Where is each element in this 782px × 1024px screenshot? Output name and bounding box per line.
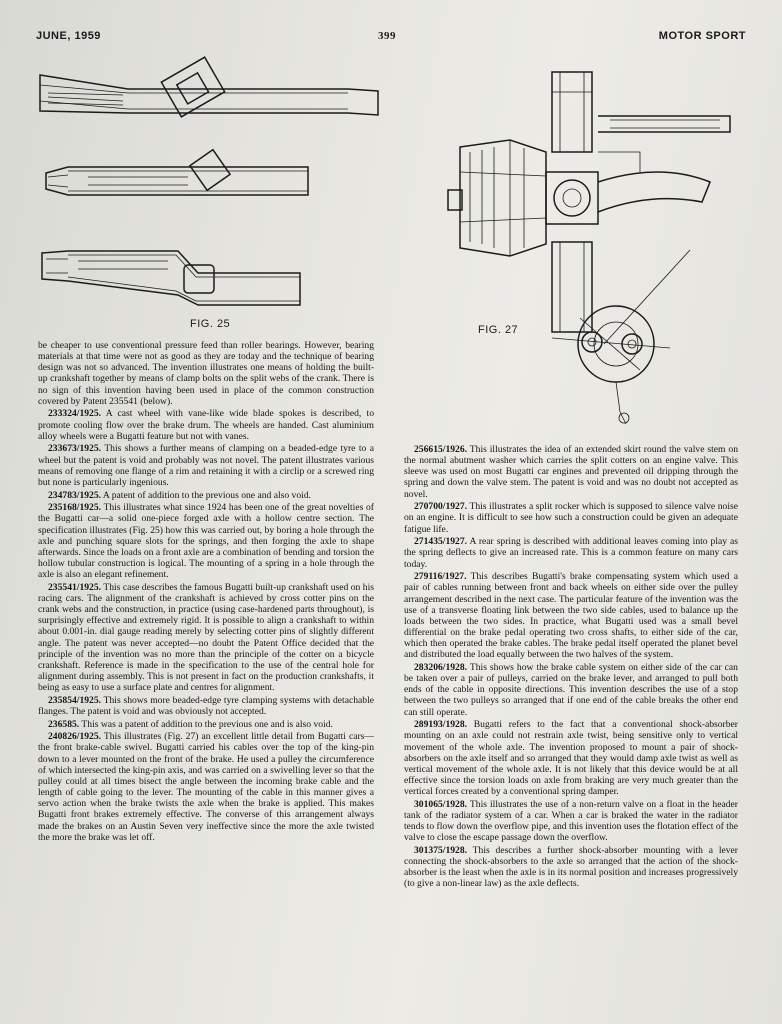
- magazine-title: MOTOR SPORT: [658, 30, 746, 42]
- patent-entry: [404, 571, 738, 660]
- patent-entry: [404, 845, 738, 890]
- patent-description: This shows more beaded-edge tyre clamping systems with detachable flanges. The patent is void and was obviously not accepted.: [38, 694, 374, 717]
- patent-description: This shows a further means of clamping on a beaded-edge tyre to a wheel but the patent is void and probably was not novel. The patent illustrates various means of removing one flange of a rim and retaining it with a circlip or a screwed ring but none is particularly ingenious.: [38, 443, 374, 488]
- patent-number: 301065/1928.: [414, 798, 468, 810]
- patent-entry: [38, 719, 374, 730]
- patent-number: 270700/1927.: [414, 501, 468, 513]
- patent-number: 283206/1928.: [414, 661, 468, 673]
- patent-description: This describes a further shock-absorber mounting with a lever connecting the shock-absorbers to the axle so arranged that the action of the shock-absorber is the least when the axle is in its normal position and increases progressively (to give a non-linear law) as the axle deflects.: [404, 844, 738, 890]
- brake-cable: [604, 250, 690, 344]
- patent-description: This case describes the famous Bugatti built-up crankshaft used on his racing cars. The alignment of the crankshaft is achieved by cross cotter pins on the crank webs and the construction, in practice (using case-hardened parts throughout), is surprisingly effective and extremely rigid. It is possible to align a crankshaft to within about 0.001-in. dial gauge reading merely by selecting cotter pins of slightly different angle. The patent was never accepted—no doubt the Patent Office decided that the principle of the invention was no more than the principle of the cotter on a bicycle crankshaft. Reference is made in the specification to the use of the central hole for alignment during assembly. This is not present in fact on the production crankshafts, it being as easy to use a surface plate and centres for alignment.: [38, 581, 374, 694]
- patent-number: 233673/1925.: [48, 443, 102, 455]
- patent-entry: [404, 662, 738, 718]
- patent-description: Bugatti refers to the fact that a conventional shock-absorber mounting on an axle could not restrain axle twist, being sensitive only to vertical movement of the whole axle. The invention proposed to mount a pair of shock-absorbers on the axle itself and so arranged that they would damp axle twist as well as vertical movement of the whole axle. It is not likely that this device would be at all effective since the torsion loads on axle from braking are very much greater than the vertical forces created by a conventional spring damper.: [404, 719, 738, 798]
- patent-number: 235168/1925.: [48, 502, 102, 514]
- patent-number: 271435/1927.: [414, 536, 468, 548]
- fig27-brake-swivel-drawing: [440, 52, 760, 442]
- patent-number: 233324/1925.: [48, 408, 102, 420]
- brake-lever-arm: [598, 116, 730, 212]
- patent-entry: [404, 444, 738, 500]
- patent-entry: [38, 490, 374, 501]
- patent-entry: [404, 536, 738, 569]
- patent-description: This illustrates the idea of an extended skirt round the valve stem on the normal abutment washer which carries the split cotters on an engine valve. This sleeve was used on most Bugatti car engines and prevented oil dripping through the spring and down the valve stem. The patent is void and was no doubt not accepted as novel.: [404, 444, 738, 500]
- patent-number: 301375/1928.: [414, 844, 468, 856]
- patent-description: A cast wheel with vane-like wide blade spokes is described, to promote cooling flow over the brake drum. The wheels are handed. Cast aluminium alloy wheels were a Bugatti feature but not with vanes.: [38, 408, 375, 442]
- patent-description: This illustrates a split rocker which is supposed to silence valve noise on an engine. It is difficult to see how such a construction could be given an adequate fatigue life.: [404, 501, 738, 535]
- fig25-label: FIG. 25: [190, 318, 231, 330]
- patent-number: 256615/1926.: [414, 444, 468, 455]
- cable-pulley: [552, 306, 670, 424]
- patent-entry: [38, 695, 374, 717]
- patent-number: 236585.: [48, 718, 80, 730]
- patent-entry: [38, 443, 374, 488]
- patent-entry: [38, 731, 374, 843]
- patent-description: This shows how the brake cable system on either side of the car can be taken over a pair of pulleys, carried on the brake lever, and arranged to pull both ends of the cable in opposite directions. This invention describes the use of a stop between the two pulleys so arranged that if one end of the cable breaks the other end can still operate.: [404, 661, 738, 718]
- patent-description: This illustrates (Fig. 27) an excellent little detail from Bugatti cars—the front brake-cable swivel. Bugatti carried his cables over the top of the king-pin down to a lever mounted on the front of the brake. He used a pulley the circumference of which intersected the king-pin axis, and was carried on a swivelling lever so that the pulley could at all times bisect the angle between the incoming brake cable and the length of cable going to the lever. The mounting of the cable in this manner gives a servo action when the brake twists the axle when the brake is applied. This makes Bugatti front brakes extremely effective. The converse of this arrangement always made the brakes on an Austin Seven very ineffective since the more the axle twisted the more the brake was let off.: [38, 731, 374, 843]
- patent-description: A rear spring is described with additional leaves coming into play as the spring deflects to give an increased rate. This is a common feature on many cars today.: [404, 536, 739, 570]
- continued-paragraph: be cheaper to use conventional pressure feed than roller bearings. However, bearing materials at that time were not as good as they are today and the technique of bearing design was not so advanced. The invention illustrates one means of holding the built-up crankshaft together by means of clamp bolts on the split webs of the crank. There is no sign of this invention having been used in place of the common construction covered by Patent 235541 (below).: [38, 340, 374, 407]
- patent-number: 240826/1925.: [48, 731, 102, 743]
- axle-view-middle: [46, 150, 308, 195]
- patent-entry: [404, 501, 738, 534]
- right-text-column: [404, 444, 738, 891]
- brake-hub: [448, 140, 546, 256]
- patent-description: This was a patent of addition to the previous one and is also void.: [81, 718, 333, 730]
- patent-number: 235854/1925.: [48, 694, 102, 706]
- issue-date: JUNE, 1959: [36, 30, 101, 42]
- patent-description: This illustrates what since 1924 has been one of the great novelties of the Bugatti car—a solid one-piece forged axle with a hollow centre section. The specification illustrates (Fig. 25) how this was carried out, by boring a hole through the axle and punching square slots for the springs, and then forging the axle to shape afterwards. Since the loads on a front axle are a combination of bending and torsion the hollow tubular construction is logical. The mounting of a spring in a hole through the axle is also an elegant refinement.: [38, 502, 374, 581]
- axle-view-bottom: [42, 251, 300, 305]
- axle-view-top: [40, 57, 378, 117]
- page-number: 399: [378, 30, 396, 42]
- patent-number: 279116/1927.: [414, 571, 467, 583]
- king-pin-housing: [546, 72, 598, 332]
- left-text-column: [38, 340, 374, 844]
- patent-number: 235541/1925.: [48, 581, 102, 593]
- patent-entry: [404, 719, 738, 797]
- patent-entry: [38, 502, 374, 580]
- patent-entry: [38, 582, 374, 694]
- patent-number: 234783/1925.: [48, 489, 102, 501]
- patent-description: This describes Bugatti's brake compensating system which used a pair of cables running between front and back wheels on either side over the pulley arrangement described in the next case. The particular feature of the invention was the use of a transverse floating link between the two side cables, used to balance up the loads between the two sides. In practice, what Bugatti used was a small bevel differential on the brake pedal operating two cross shafts, to either side of the car, which then operated the brake cables. The brake pedal itself operated the planet bevel and distributed the load equally between the two halves of the system.: [404, 571, 738, 661]
- fig25-axle-drawing: [28, 55, 388, 315]
- patent-description: A patent of addition to the previous one and also void.: [102, 489, 312, 501]
- fig27-label: FIG. 27: [478, 324, 519, 336]
- patent-description: This illustrates the use of a non-return valve on a float in the header tank of the radiator system of a car. When a car is braked the water in the radiator tends to flow down the overflow pipe, and this invention uses the flotation effect of the valve to close the escape passage down the overflow.: [404, 798, 738, 844]
- patent-entry: [404, 799, 738, 844]
- patent-entry: [38, 408, 374, 441]
- patent-number: 289193/1928.: [414, 719, 468, 731]
